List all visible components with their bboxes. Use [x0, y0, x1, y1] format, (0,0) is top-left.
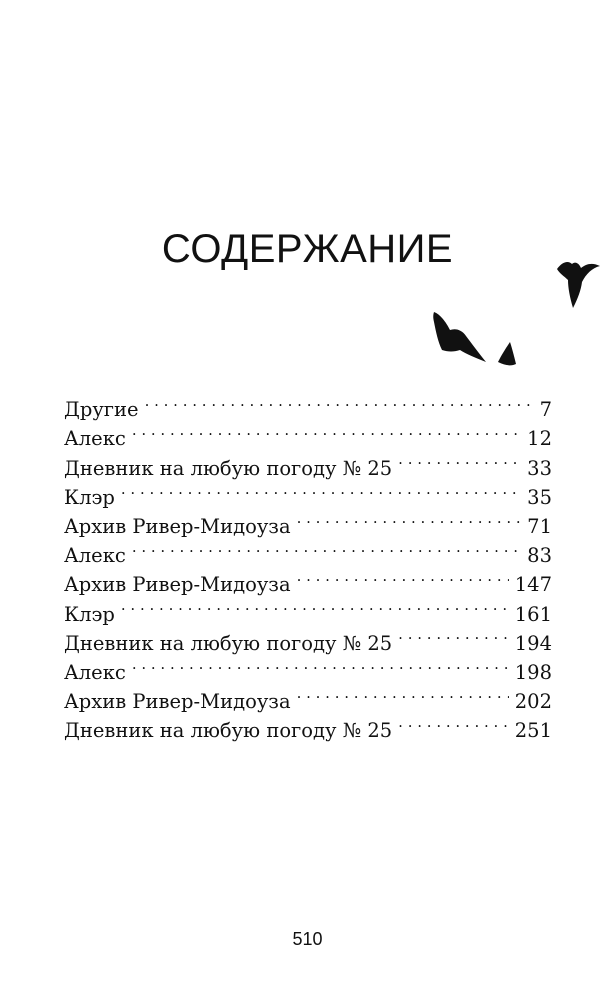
- toc-entry[interactable]: [64, 504, 552, 538]
- toc-entry-page: 202: [514, 690, 552, 714]
- dot-leader: [132, 533, 521, 562]
- toc-entry[interactable]: [64, 562, 552, 597]
- toc-entry[interactable]: [64, 621, 552, 655]
- toc-entry-title: Клэр: [64, 485, 115, 509]
- toc-entry-title: Дневник на любую погоду № 25: [64, 456, 393, 480]
- bird-icon: [498, 342, 516, 365]
- toc-entry-page: 147: [514, 573, 552, 597]
- toc-entry-title: Дневник на любую погоду № 25: [64, 719, 393, 743]
- toc-entry[interactable]: [64, 475, 552, 509]
- toc-entry-title: Дневник на любую погоду № 25: [64, 631, 393, 655]
- toc-entry-title: Алекс: [64, 544, 126, 568]
- flying-birds-icon: [420, 252, 610, 377]
- dot-leader: [132, 416, 521, 445]
- bird-icon: [557, 262, 600, 308]
- toc-entry[interactable]: [64, 591, 552, 626]
- toc-entry[interactable]: [64, 416, 552, 451]
- toc-entry-page: 251: [514, 719, 552, 743]
- toc-entry-title: Архив Ривер-Мидоуза: [64, 514, 291, 538]
- toc-entry[interactable]: [64, 533, 552, 568]
- toc-entry[interactable]: [64, 445, 552, 480]
- dot-leader: [297, 562, 509, 591]
- dot-leader: [121, 591, 509, 620]
- toc-entry-page: 7: [539, 398, 552, 422]
- dot-leader: [398, 445, 521, 474]
- dot-leader: [132, 650, 509, 679]
- toc-entry-page: 12: [527, 427, 552, 451]
- toc-entry-title: Другие: [64, 398, 139, 422]
- dot-leader: [398, 708, 509, 737]
- table-of-contents: [64, 387, 552, 743]
- toc-entry[interactable]: [64, 387, 552, 422]
- dot-leader: [297, 504, 522, 533]
- toc-entry-page: 33: [527, 456, 552, 480]
- toc-entry-page: 161: [514, 602, 552, 626]
- toc-entry-page: 71: [527, 514, 552, 538]
- dot-leader: [121, 475, 521, 504]
- dot-leader: [398, 621, 509, 650]
- dot-leader: [297, 679, 509, 708]
- toc-entry-title: Алекс: [64, 427, 126, 451]
- toc-entry-title: Архив Ривер-Мидоуза: [64, 690, 291, 714]
- toc-entry-page: 83: [527, 544, 552, 568]
- page-number: 510: [292, 929, 323, 949]
- bird-icon: [433, 312, 486, 362]
- dot-leader: [145, 387, 534, 416]
- toc-entry[interactable]: [64, 679, 552, 714]
- toc-entry-title: Архив Ривер-Мидоуза: [64, 573, 291, 597]
- toc-entry[interactable]: [64, 650, 552, 684]
- toc-entry-title: Клэр: [64, 602, 115, 626]
- toc-entry-page: 198: [514, 660, 552, 684]
- toc-entry-page: 35: [527, 485, 552, 509]
- page-title: СОДЕРЖАНИЕ: [161, 226, 454, 271]
- toc-entry-page: 194: [514, 631, 552, 655]
- toc-entry-title: Алекс: [64, 660, 126, 684]
